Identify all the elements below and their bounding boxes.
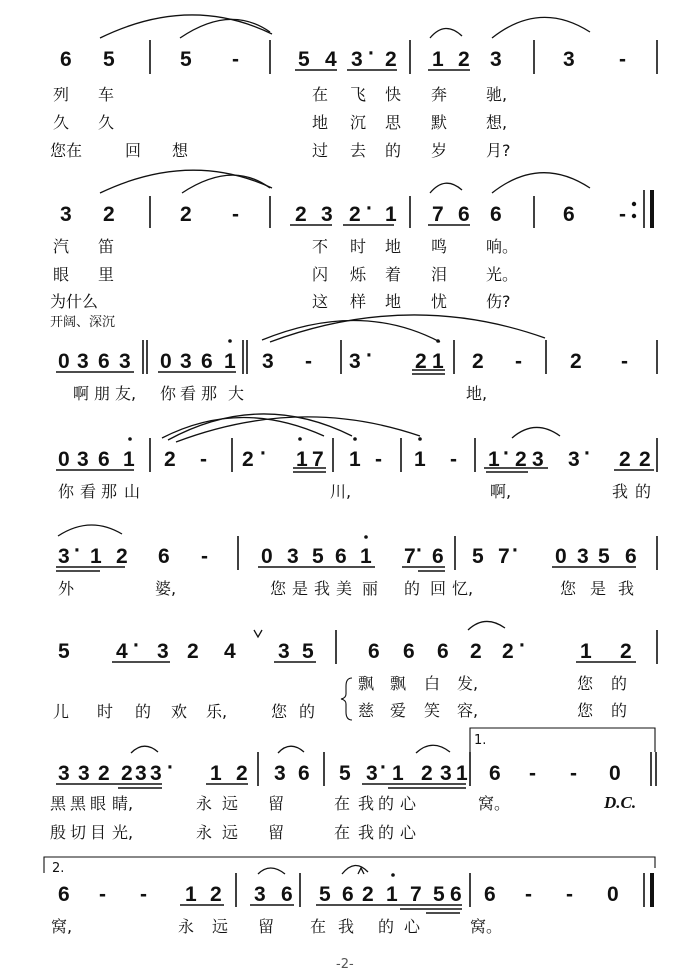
lyric: 不: [312, 237, 329, 256]
note: 2: [164, 448, 176, 471]
note: 2: [180, 203, 192, 226]
dash-note: -: [619, 48, 626, 71]
lyric: 飘: [358, 674, 375, 693]
dash-note: -: [621, 350, 628, 373]
lyric: 我: [612, 482, 629, 501]
note: 1: [392, 762, 404, 785]
lyric: 的: [635, 482, 652, 501]
note: 6: [432, 545, 444, 568]
lyric: 我: [314, 579, 331, 598]
note: 3: [180, 350, 192, 373]
note: 3: [366, 762, 378, 785]
note: 6: [563, 203, 575, 226]
note: 3: [157, 640, 169, 663]
lyric: 列: [53, 85, 70, 104]
lyric: 驰,: [486, 85, 508, 104]
note: 5: [598, 545, 610, 568]
note: 6: [489, 762, 501, 785]
lyric: 笑: [424, 701, 441, 720]
note: 5: [302, 640, 314, 663]
note: 2: [472, 350, 484, 373]
note: 2: [242, 448, 254, 471]
note: 3: [563, 48, 575, 71]
lyric: 友,: [115, 384, 137, 403]
lyric: 我: [358, 794, 375, 813]
lyric: 光。: [486, 265, 519, 284]
lyric: 那: [201, 384, 218, 403]
lyric: 我: [358, 823, 375, 842]
lyric: 里: [98, 265, 115, 284]
lyric: 忧: [431, 292, 448, 311]
note: 0: [58, 350, 70, 373]
note: 3: [119, 350, 131, 373]
lyric: 想,: [486, 113, 508, 132]
dot-note: ·: [584, 442, 591, 465]
note: 2: [570, 350, 582, 373]
lyric: 您: [577, 674, 594, 693]
note: 1: [580, 640, 592, 663]
note: 3: [287, 545, 299, 568]
lyric: 思: [385, 113, 402, 132]
lyric: 远: [212, 917, 229, 936]
lyric: 丽: [362, 579, 379, 598]
note: 2: [236, 762, 248, 785]
lyric: 慈: [358, 701, 375, 720]
lyric: 为什么: [50, 292, 99, 311]
lyric: 您在: [50, 141, 83, 160]
lyric: 久: [53, 113, 70, 132]
dash-note: -: [570, 762, 577, 785]
note: 3: [568, 448, 580, 471]
dash-note: -: [305, 350, 312, 373]
lyric: 快: [385, 85, 402, 104]
lyric: 目: [90, 823, 107, 842]
note: 1: [456, 762, 468, 785]
note: 2: [458, 48, 470, 71]
lyric: 黑: [70, 794, 87, 813]
lyric: 的: [378, 917, 395, 936]
note: 5: [180, 48, 192, 71]
lyric: 光,: [112, 823, 134, 842]
note: 6: [281, 883, 293, 906]
lyric: 时: [97, 702, 114, 721]
lyric: 沉: [350, 113, 367, 132]
note: 3: [278, 640, 290, 663]
lyric: 欢: [171, 702, 188, 721]
lyric: 是: [590, 579, 607, 598]
note: 3: [60, 203, 72, 226]
score-row-1: [50, 42, 626, 160]
page-number: -2-: [336, 957, 354, 972]
lyric: 殷: [50, 823, 67, 842]
note: 1: [385, 203, 397, 226]
lyric: 心: [400, 794, 417, 813]
note: 0: [555, 545, 567, 568]
note: 6: [60, 48, 72, 71]
score-row-2: [50, 197, 626, 311]
note: 6: [625, 545, 637, 568]
dash-note: -: [450, 448, 457, 471]
lyric: 您: [560, 579, 577, 598]
note: 1: [414, 448, 426, 471]
note: 3: [58, 545, 70, 568]
volta-1-label: 1.: [474, 733, 487, 748]
note: 1: [123, 448, 135, 471]
note: 1: [349, 448, 361, 471]
dot-note: ·: [260, 442, 267, 465]
note: 6: [58, 883, 70, 906]
note: 1: [432, 350, 444, 373]
note: 1: [224, 350, 236, 373]
note: 1: [386, 883, 398, 906]
lyric: 大: [228, 384, 245, 403]
lyric: 留: [258, 917, 275, 936]
dot-note: ·: [512, 539, 519, 562]
note: 2: [421, 762, 433, 785]
note: 3: [135, 762, 147, 785]
note: 6: [484, 883, 496, 906]
lyric: 的: [611, 674, 628, 693]
lyric: 的: [385, 141, 402, 160]
note: 6: [201, 350, 213, 373]
lyric: 着: [385, 265, 402, 284]
note: 0: [609, 762, 621, 785]
note: 6: [450, 883, 462, 906]
lyric: 远: [222, 794, 239, 813]
note: 6: [98, 448, 110, 471]
lyric: 久: [98, 113, 115, 132]
lyric: 山: [124, 482, 141, 501]
note: 3: [274, 762, 286, 785]
note: 2: [639, 448, 651, 471]
note: 3: [490, 48, 502, 71]
note: 1: [185, 883, 197, 906]
lyric: 去: [350, 141, 367, 160]
lyric: 啊,: [490, 482, 512, 501]
lyric: 留: [268, 823, 285, 842]
note: 6: [335, 545, 347, 568]
lyric: 的: [299, 702, 316, 721]
note: 2: [619, 448, 631, 471]
lyric: 那: [101, 482, 118, 501]
dot-note: ·: [380, 756, 387, 779]
note: 2: [116, 545, 128, 568]
note: 2: [362, 883, 374, 906]
note: 7: [432, 203, 444, 226]
lyric: 您: [270, 579, 287, 598]
lyric: 闪: [312, 265, 329, 284]
dot-note: ·: [368, 42, 375, 65]
lyric: 泪: [431, 265, 448, 284]
lyric: 地: [385, 237, 402, 256]
note: 3: [577, 545, 589, 568]
lyric: 回: [125, 141, 142, 160]
lyric: 窝。: [478, 794, 511, 813]
lyric: 在: [334, 823, 351, 842]
lyric: 月?: [486, 141, 511, 160]
note: 6: [342, 883, 354, 906]
lyric: 默: [431, 113, 448, 132]
lyric: 容,: [457, 701, 479, 720]
dot-note: ·: [519, 634, 526, 657]
lyric: 的: [135, 702, 152, 721]
note: 2: [98, 762, 110, 785]
note: 3: [58, 762, 70, 785]
dash-note: -: [515, 350, 522, 373]
note: 3: [351, 48, 363, 71]
dash-note: -: [566, 883, 573, 906]
note: 7: [498, 545, 510, 568]
note: 3: [440, 762, 452, 785]
lyric: 乐,: [206, 702, 228, 721]
note: 2: [470, 640, 482, 663]
note: 2: [349, 203, 361, 226]
score-row-6: [53, 634, 632, 721]
dash-note: -: [232, 48, 239, 71]
lyric: 车: [98, 85, 115, 104]
note: 1: [488, 448, 500, 471]
dot-note: ·: [503, 442, 510, 465]
dot-note: ·: [416, 539, 423, 562]
lyric: 睛,: [112, 794, 134, 813]
expression-mark: 开阔、深沉: [50, 315, 116, 330]
lyric: 永: [196, 823, 213, 842]
lyric: 在: [334, 794, 351, 813]
dash-note: -: [619, 203, 626, 226]
lyric: 样: [350, 292, 367, 311]
lyric: 地,: [466, 384, 488, 403]
breath-mark: [254, 630, 262, 637]
lyric: 我: [618, 579, 635, 598]
note: 3: [321, 203, 333, 226]
dash-note: -: [201, 545, 208, 568]
note: 6: [298, 762, 310, 785]
note: 2: [187, 640, 199, 663]
note: 5: [312, 545, 324, 568]
lyric: 岁: [431, 141, 448, 160]
note: 2: [295, 203, 307, 226]
lyric: 是: [292, 579, 309, 598]
lyric: 发,: [457, 674, 479, 693]
note: 7: [410, 883, 422, 906]
lyric: 想: [172, 141, 189, 160]
lyric: 川,: [330, 482, 352, 501]
lyric: 响。: [486, 237, 519, 256]
note: 7: [404, 545, 416, 568]
lyric: 在: [310, 917, 327, 936]
note: 5: [339, 762, 351, 785]
score-rows: [50, 42, 651, 936]
note: 3: [254, 883, 266, 906]
dc-mark: D.C.: [604, 793, 637, 812]
lyric: 看: [80, 482, 97, 501]
note: 5: [298, 48, 310, 71]
lyric: 我: [338, 917, 355, 936]
lyric: 伤?: [486, 292, 511, 311]
note: 2: [210, 883, 222, 906]
note: 6: [490, 203, 502, 226]
lyric: 窝,: [51, 917, 73, 936]
volta-2-label: 2.: [52, 861, 65, 876]
note: 1: [90, 545, 102, 568]
dot-note: ·: [167, 756, 174, 779]
dot-note: ·: [133, 634, 140, 657]
lyric: 黑: [50, 794, 67, 813]
note: 6: [158, 545, 170, 568]
lyric: 过: [312, 141, 329, 160]
note: 0: [261, 545, 273, 568]
dash-note: -: [529, 762, 536, 785]
lyric: 时: [350, 237, 367, 256]
lyric: 回: [430, 579, 447, 598]
score-row-4: [58, 442, 651, 501]
lyric: 眼: [90, 794, 107, 813]
note: 6: [368, 640, 380, 663]
note: 3: [262, 350, 274, 373]
lyric: 鸣: [431, 237, 448, 256]
lyric: 汽: [53, 237, 70, 256]
lyric: 笛: [98, 237, 115, 256]
lyric: 眼: [53, 265, 70, 284]
note: 4: [224, 640, 236, 663]
lyric: 婆,: [155, 579, 177, 598]
lyric: 烁: [350, 265, 367, 284]
dot-note: ·: [366, 344, 373, 367]
note: 6: [437, 640, 449, 663]
dash-note: -: [140, 883, 147, 906]
lyric: 地: [312, 113, 329, 132]
dot-note: ·: [366, 197, 373, 220]
note: 6: [403, 640, 415, 663]
lyric: 在: [312, 85, 329, 104]
lyric: 的: [378, 794, 395, 813]
lyric: 忆,: [452, 579, 474, 598]
note: 1: [210, 762, 222, 785]
note: 2: [515, 448, 527, 471]
lyric: 永: [178, 917, 195, 936]
note: 2: [103, 203, 115, 226]
lyric: 您: [271, 702, 288, 721]
lyric: 留: [268, 794, 285, 813]
note: 1: [360, 545, 372, 568]
dash-note: -: [525, 883, 532, 906]
note: 5: [58, 640, 70, 663]
lyric: 心: [404, 917, 421, 936]
lyric: 爱: [390, 701, 407, 720]
lyric: 窝。: [470, 917, 503, 936]
note: 0: [607, 883, 619, 906]
note: 4: [325, 48, 337, 71]
dot-note: ·: [74, 539, 81, 562]
lyric: 你: [58, 482, 75, 501]
note: 2: [415, 350, 427, 373]
score-row-8: [51, 883, 619, 936]
dash-note: -: [99, 883, 106, 906]
note: 2: [385, 48, 397, 71]
dash-note: -: [375, 448, 382, 471]
note: 6: [458, 203, 470, 226]
lyric: 这: [312, 292, 329, 311]
score-row-5: [58, 539, 637, 598]
lyric: 心: [400, 823, 417, 842]
lyric: 远: [222, 823, 239, 842]
note: 3: [77, 448, 89, 471]
lyric: 啊: [73, 384, 90, 403]
note: 7: [312, 448, 324, 471]
note: 3: [349, 350, 361, 373]
note: 1: [296, 448, 308, 471]
lyric: 外: [58, 579, 75, 598]
note: 2: [620, 640, 632, 663]
lyric: 地: [385, 292, 402, 311]
note: 4: [116, 640, 128, 663]
note: 2: [121, 762, 133, 785]
lyric: 切: [70, 823, 87, 842]
dash-note: -: [232, 203, 239, 226]
note: 0: [58, 448, 70, 471]
score-row-7: [50, 756, 621, 842]
note: 3: [532, 448, 544, 471]
lyric: 您: [577, 701, 594, 720]
note: 1: [432, 48, 444, 71]
lyric: 看: [180, 384, 197, 403]
lyric: 朋: [94, 384, 111, 403]
lyric: 儿: [53, 702, 70, 721]
note: 5: [433, 883, 445, 906]
lyric: 飞: [350, 85, 367, 104]
note: 3: [78, 762, 90, 785]
lyric: 永: [196, 794, 213, 813]
lyric: 的: [404, 579, 421, 598]
lyric: 飘: [390, 674, 407, 693]
lyric: 奔: [431, 85, 448, 104]
lyric: 美: [336, 579, 353, 598]
note: 3: [77, 350, 89, 373]
note: 6: [98, 350, 110, 373]
lyric: 的: [611, 701, 628, 720]
note: 5: [319, 883, 331, 906]
lyric: 的: [378, 823, 395, 842]
note: 0: [160, 350, 172, 373]
lyric: 白: [424, 674, 441, 693]
note: 3: [150, 762, 162, 785]
lyric: 你: [160, 384, 177, 403]
dash-note: -: [200, 448, 207, 471]
note: 2: [502, 640, 514, 663]
note: 5: [472, 545, 484, 568]
note: 5: [103, 48, 115, 71]
